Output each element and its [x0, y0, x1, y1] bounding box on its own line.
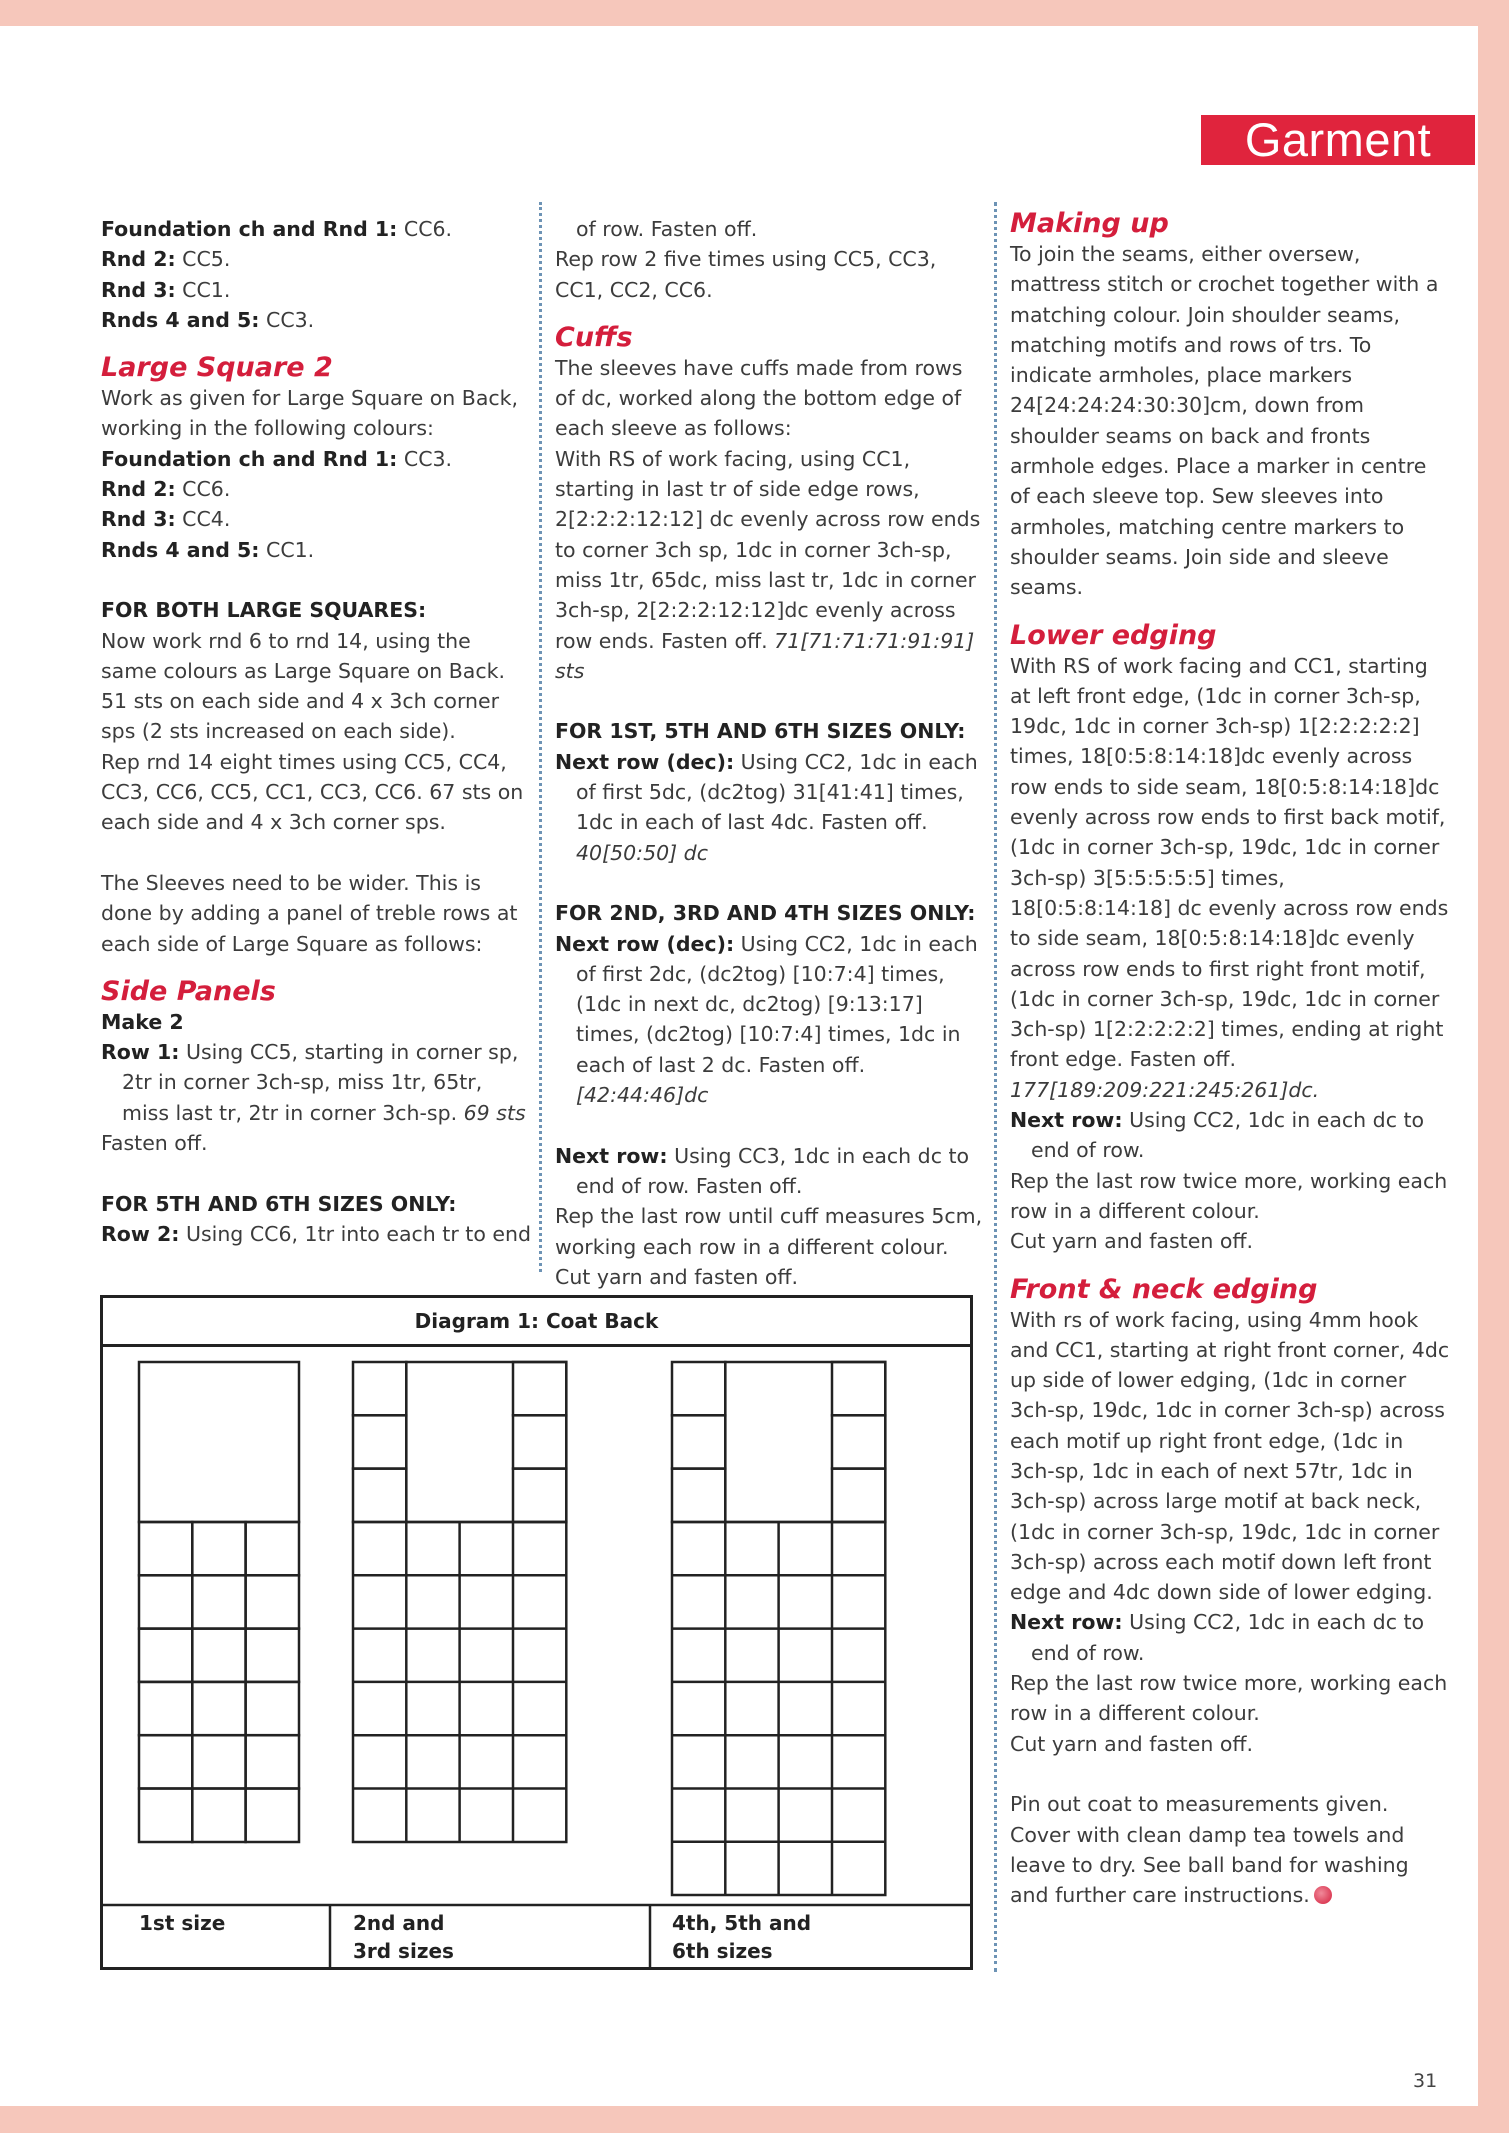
small-square: [192, 1789, 245, 1843]
diagram-title: Diagram 1: Coat Back: [103, 1298, 970, 1347]
instruction-line: Rnd 3: CC4.: [101, 507, 231, 532]
instruction-line: Next row: Using CC3, 1dc in each dc to end of row. Fasten off.: [555, 1143, 970, 1198]
subheading: FOR BOTH LARGE SQUARES:: [101, 598, 427, 623]
small-square: [513, 1415, 566, 1468]
paragraph: With rs of work facing, using 4mm hook and CC1, starting at right front corner, 4dc up side of lower edging, (1dc in corner 3ch-sp, 19dc, 1dc in corner 3ch-sp) across each motif up right front edge, (1dc in 3ch-sp, 1dc in each of next 57tr, 1dc in 3ch-sp) across large motif at back neck, (1dc in corner 3ch-sp, 19dc, 1dc in corner 3ch-sp) across each motif down left front edge and 4dc down side of lower edging.: [1010, 1307, 1450, 1605]
column-1: [101, 214, 531, 1249]
label-row-lines: [103, 1905, 970, 1967]
instruction-line: Rnds 4 and 5: CC1.: [101, 537, 315, 562]
coat-back-diagram: [100, 1295, 973, 1970]
instruction-line: Next row (dec): Using CC2, 1dc in each of first 2dc, (dc2tog) [10:7:4] times, (1dc in next dc, dc2tog) [9:13:17] times, (dc2tog) [10:7:4] times, 1dc in each of last 2 dc. Fasten off. [42:44:46]dc: [555, 931, 978, 1108]
size-label-2: 2nd and 3rd sizes: [353, 1911, 454, 1963]
instruction-line: Rnd 2: CC6.: [101, 477, 231, 502]
small-square: [246, 1735, 299, 1788]
small-square: [192, 1735, 245, 1788]
paragraph: With RS of work facing, using CC1, starting in last tr of side edge rows, 2[2:2:2:12:12] dc evenly across row ends to corner 3ch sp, 1dc in corner 3ch-sp, miss 1tr, 65dc, miss last tr, 1dc in corner 3ch-sp, 2[2:2:2:12:12]dc evenly across row ends. Fasten off. 71[71:71:71:91:91] sts: [555, 446, 981, 683]
small-square: [672, 1469, 725, 1522]
small-square: [139, 1575, 192, 1628]
paragraph: The Sleeves need to be wider. This is done by adding a panel of treble rows at each side of Large Square as follows:: [101, 870, 518, 956]
small-square: [672, 1415, 725, 1468]
small-square: [139, 1682, 192, 1735]
small-square: [513, 1362, 566, 1415]
paragraph: Rep the last row twice more, working each row in a different colour.: [1010, 1168, 1448, 1223]
column-3: [1010, 209, 1450, 1910]
instruction-line: Foundation ch and Rnd 1: CC3.: [101, 446, 453, 471]
instruction-line: Next row: Using CC2, 1dc in each dc to end of row.: [1010, 1610, 1425, 1665]
paragraph: Work as given for Large Square on Back, working in the following colours:: [101, 386, 519, 441]
paragraph: Pin out coat to measurements given. Cover with clean damp tea towels and leave to dry. See ball band for washing and further care instructions.: [1010, 1792, 1409, 1908]
small-square: [246, 1522, 299, 1575]
small-square: [832, 1362, 885, 1415]
small-square: [139, 1629, 192, 1682]
small-square: [246, 1682, 299, 1735]
heading-side-panels: Side Panels: [101, 975, 276, 1007]
small-square: [139, 1789, 192, 1843]
small-square: [139, 1522, 192, 1575]
page-number: 31: [1413, 2070, 1438, 2092]
large-square: [725, 1362, 885, 1522]
paragraph: Rep row 2 five times using CC5, CC3, CC1, CC2, CC6.: [555, 247, 937, 302]
small-square: [832, 1415, 885, 1468]
size-label-3: 4th, 5th and 6th sizes: [672, 1911, 812, 1963]
section-tab: Garment: [1201, 115, 1475, 165]
paragraph: Fasten off.: [101, 1131, 208, 1156]
paragraph: Cut yarn and fasten off.: [1010, 1731, 1254, 1756]
instruction-line: Row 1: Using CC5, starting in corner sp, 2tr in corner 3ch-sp, miss 1tr, 65tr, miss last tr, 2tr in corner 3ch-sp. 69 sts: [101, 1040, 526, 1125]
small-square: [246, 1789, 299, 1843]
instruction-line: Rnd 3: CC1.: [101, 277, 231, 302]
small-square: [192, 1629, 245, 1682]
paragraph: Now work rnd 6 to rnd 14, using the same colours as Large Square on Back. 51 sts on each side and 4 x 3ch corner sps (2 sts increased on each side).: [101, 628, 505, 744]
column-divider: [539, 202, 542, 1272]
heading-front-neck-edging: Front & neck edging: [1010, 1273, 1318, 1305]
paragraph: Rep rnd 14 eight times using CC5, CC4, CC3, CC6, CC5, CC1, CC3, CC6. 67 sts on each side and 4 x 3ch corner sps.: [101, 749, 524, 835]
small-square: [246, 1629, 299, 1682]
size-label-1: 1st size: [139, 1911, 226, 1935]
large-square: [139, 1362, 299, 1522]
small-square: [353, 1415, 406, 1468]
paragraph: Cut yarn and fasten off.: [1010, 1229, 1254, 1254]
large-square: [406, 1362, 566, 1522]
yarn-ball-icon: [1314, 1886, 1332, 1904]
instruction-line: Row 2: Using CC6, 1tr into each tr to end: [101, 1221, 532, 1246]
paragraph: With RS of work facing and CC1, starting at left front edge, (1dc in corner 3ch-sp, 19dc, 1dc in corner 3ch-sp) 1[2:2:2:2:2] times, 18[0:5:8:14:18]dc evenly across row ends to side seam, 18[0:5:8:14:18]dc evenly across row ends to first back motif, (1dc in corner 3ch-sp, 19dc, 1dc in corner 3ch-sp) 3[5:5:5:5:5] times, 18[0:5:8:14:18] dc evenly across row ends to side seam, 18[0:5:8:14:18]dc evenly across row ends to first right front motif, (1dc in corner 3ch-sp, 19dc, 1dc in corner 3ch-sp) 1[2:2:2:2:2] times, ending at right front edge. Fasten off. 177[189:209:221:245:261]dc.: [1010, 653, 1449, 1102]
instruction-line: Rnd 2: CC5.: [101, 247, 231, 272]
small-square: [192, 1522, 245, 1575]
paragraph: of row. Fasten off.: [576, 217, 758, 241]
instruction-line: Rnds 4 and 5: CC3.: [101, 307, 315, 332]
instruction-line: Next row: Using CC2, 1dc in each dc to end of row.: [1010, 1108, 1425, 1163]
subheading: FOR 1ST, 5TH AND 6TH SIZES ONLY:: [555, 719, 966, 744]
paragraph: The sleeves have cuffs made from rows of dc, worked along the bottom edge of each sleeve as follows:: [555, 355, 963, 441]
small-square: [832, 1469, 885, 1522]
subheading: Make 2: [101, 1009, 184, 1034]
column-divider: [994, 202, 997, 1972]
small-square: [353, 1469, 406, 1522]
size-2-3-grid: [353, 1362, 566, 1842]
heading-making-up: Making up: [1010, 208, 1169, 239]
diagram-grids: [103, 1298, 970, 1967]
heading-large-square-2: Large Square 2: [101, 352, 333, 384]
small-square: [672, 1362, 725, 1415]
paragraph: Rep the last row twice more, working each row in a different colour.: [1010, 1671, 1448, 1726]
small-square: [513, 1469, 566, 1522]
heading-lower-edging: Lower edging: [1010, 619, 1217, 651]
size-1-small-squares: [139, 1522, 299, 1842]
size-4-5-6-grid: [672, 1362, 885, 1895]
subheading: FOR 5TH AND 6TH SIZES ONLY:: [101, 1191, 457, 1216]
small-square: [353, 1362, 406, 1415]
paragraph: Rep the last row until cuff measures 5cm, working each row in a different colour.: [555, 1204, 983, 1259]
small-square: [246, 1575, 299, 1628]
subheading: FOR 2ND, 3RD AND 4TH SIZES ONLY:: [555, 901, 976, 926]
small-square: [192, 1575, 245, 1628]
page: [0, 26, 1478, 2106]
small-square: [192, 1682, 245, 1735]
column-2: [555, 214, 987, 1292]
heading-cuffs: Cuffs: [555, 321, 633, 353]
instruction-line: Next row (dec): Using CC2, 1dc in each of first 5dc, (dc2tog) 31[41:41] times, 1dc in each of last 4dc. Fasten off. 40[50:50] dc: [555, 749, 978, 865]
instruction-line: Foundation ch and Rnd 1: CC6.: [101, 217, 453, 241]
paragraph: To join the seams, either oversew, mattress stitch or crochet together with a matching colour. Join shoulder seams, matching motifs and rows of trs. To indicate armholes, place markers 24[24:24:24:30:30]cm, down from shoulder seams on back and fronts armhole edges. Place a marker in centre of each sleeve top. Sew sleeves into armholes, matching centre markers to shoulder seams. Join side and sleeve seams.: [1010, 242, 1439, 600]
small-square: [139, 1735, 192, 1788]
paragraph: Cut yarn and fasten off.: [555, 1264, 799, 1289]
